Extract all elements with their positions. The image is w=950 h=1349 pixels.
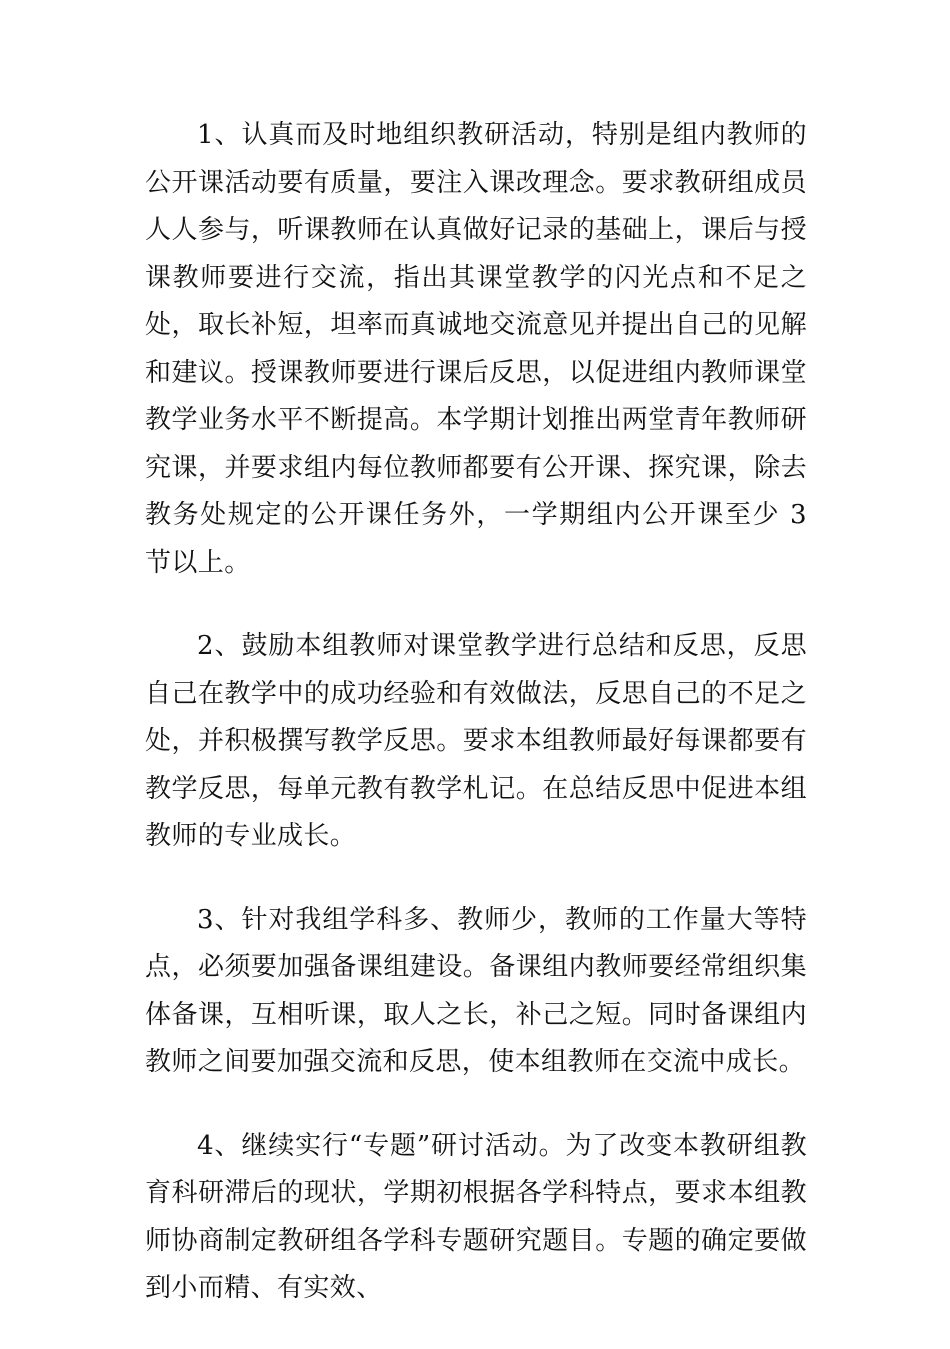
paragraph-3: 3、针对我组学科多、教师少，教师的工作量大等特点，必须要加强备课组建设。备课组内教师要经常组织集体备课，互相听课，取人之长，补己之短。同时备课组内教师之间要加强交流和反思，使本组教师在交流中成长。 (145, 904, 807, 1077)
paragraph-1: 1、认真而及时地组织教研活动，特别是组内教师的公开课活动要有质量，要注入课改理念。要求教研组成员人人参与，听课教师在认真做好记录的基础上，课后与授课教师要进行交流，指出其课堂教学的闪光点和不足之处，取长补短，坦率而真诚地交流意见并提出自己的见解和建议。授课教师要进行课后反思，以促进组内教师课堂教学业务水平不断提高。本学期计划推出两堂青年教师研究课，并要求组内每位教师都要有公开课、探究课，除去教务处规定的公开课任务外，一学期组内公开课至少 3 节以上。 (145, 120, 807, 578)
document-body (145, 112, 807, 1349)
paragraph-2: 2、鼓励本组教师对课堂教学进行总结和反思，反思自己在教学中的成功经验和有效做法，反思自己的不足之处，并积极撰写教学反思。要求本组教师最好每课都要有教学反思，每单元教有教学札记。在总结反思中促进本组教师的专业成长。 (145, 631, 807, 851)
paragraph-4: 4、继续实行“专题”研讨活动。为了改变本教研组教育科研滞后的现状，学期初根据各学科特点，要求本组教师协商制定教研组各学科专题研究题目。专题的确定要做到小而精、有实效、 (145, 1130, 807, 1303)
